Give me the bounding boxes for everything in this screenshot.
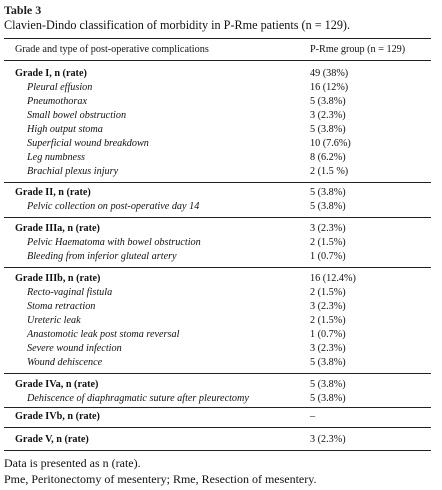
row-label: Grade IVb, n (rate) <box>15 411 100 422</box>
table-row <box>4 300 431 314</box>
row-value: 2 (1.5%) <box>310 315 346 326</box>
table-bottom-rule <box>4 450 431 451</box>
section-divider <box>4 373 431 374</box>
row-label: Pelvic collection on post-operative day 14 <box>27 201 200 212</box>
table-row <box>4 151 431 165</box>
section-divider <box>4 407 431 408</box>
row-label: Wound dehiscence <box>27 357 103 368</box>
table-row <box>4 165 431 179</box>
table-row <box>4 392 431 406</box>
table-row <box>4 123 431 137</box>
row-label: Stoma retraction <box>27 301 96 312</box>
section-divider <box>4 427 431 428</box>
row-value: 3 (2.3%) <box>310 110 346 121</box>
table-row <box>4 109 431 123</box>
section-divider <box>4 182 431 183</box>
table-row <box>4 200 431 214</box>
row-label: Grade II, n (rate) <box>15 187 91 198</box>
table-row-grade-i <box>4 67 431 81</box>
row-value: 2 (1.5%) <box>310 287 346 298</box>
table-caption: Clavien-Dindo classification of morbidity in P-Rme patients (n = 129). <box>4 18 351 32</box>
table-row <box>4 356 431 370</box>
header-rule <box>4 60 431 61</box>
table-row <box>4 137 431 151</box>
row-value: 5 (3.8%) <box>310 187 346 198</box>
table-row <box>4 328 431 342</box>
row-label: Pneumothorax <box>27 96 87 107</box>
row-label: Severe wound infection <box>27 343 122 354</box>
row-label: Grade V, n (rate) <box>15 434 89 445</box>
row-value: – <box>310 411 316 422</box>
row-value: 5 (3.8%) <box>310 124 346 135</box>
footnote-abbreviations: Pme, Peritonectomy of mesentery; Rme, Resection of mesentery. <box>4 472 317 486</box>
row-value: 3 (2.3%) <box>310 223 346 234</box>
table-row-grade-v <box>4 433 431 447</box>
table-row-grade-iva <box>4 378 431 392</box>
row-label: Leg numbness <box>27 152 86 163</box>
row-label: Pelvic Haematoma with bowel obstruction <box>27 237 201 248</box>
row-value: 5 (3.8%) <box>310 201 346 212</box>
table-number: Table 3 <box>4 3 42 17</box>
row-label: Recto-vaginal fistula <box>27 287 113 298</box>
header-complications: Grade and type of post-operative complications <box>15 44 209 55</box>
row-label: Grade I, n (rate) <box>15 68 87 79</box>
row-label: Small bowel obstruction <box>27 110 127 121</box>
row-value: 3 (2.3%) <box>310 434 346 445</box>
row-label: Grade IIIa, n (rate) <box>15 223 100 234</box>
row-value: 3 (2.3%) <box>310 301 346 312</box>
row-value: 10 (7.6%) <box>310 138 351 149</box>
row-label: Ureteric leak <box>27 315 81 326</box>
table-row-grade-iiia <box>4 222 431 236</box>
row-label: High output stoma <box>27 124 103 135</box>
table-row-grade-ivb <box>4 410 431 424</box>
row-value: 1 (0.7%) <box>310 329 346 340</box>
table-header <box>4 44 431 58</box>
footnote-data: Data is presented as n (rate). <box>4 456 141 470</box>
row-value: 16 (12.4%) <box>310 273 356 284</box>
table-row <box>4 95 431 109</box>
table-row <box>4 314 431 328</box>
table-row <box>4 250 431 264</box>
row-value: 2 (1.5 %) <box>310 166 349 177</box>
table-row <box>4 342 431 356</box>
row-label: Dehiscence of diaphragmatic suture after pleurectomy <box>27 393 249 404</box>
row-label: Brachial plexus injury <box>27 166 119 177</box>
table-row <box>4 81 431 95</box>
row-value: 3 (2.3%) <box>310 343 346 354</box>
row-value: 5 (3.8%) <box>310 96 346 107</box>
table-top-rule <box>4 38 431 39</box>
row-value: 8 (6.2%) <box>310 152 346 163</box>
row-label: Grade IVa, n (rate) <box>15 379 99 390</box>
row-label: Bleeding from inferior gluteal artery <box>27 251 177 262</box>
table-row <box>4 286 431 300</box>
row-value: 49 (38%) <box>310 68 349 79</box>
table-row <box>4 236 431 250</box>
row-value: 5 (3.8%) <box>310 357 346 368</box>
section-divider <box>4 217 431 218</box>
row-label: Pleural effusion <box>27 82 93 93</box>
row-label: Superficial wound breakdown <box>27 138 149 149</box>
section-divider <box>4 267 431 268</box>
row-label: Anastomotic leak post stoma reversal <box>27 329 180 340</box>
table-row-grade-ii <box>4 186 431 200</box>
row-value: 5 (3.8%) <box>310 393 346 404</box>
row-value: 16 (12%) <box>310 82 349 93</box>
row-value: 5 (3.8%) <box>310 379 346 390</box>
header-group: P-Rme group (n = 129) <box>310 44 406 55</box>
row-label: Grade IIIb, n (rate) <box>15 273 101 284</box>
table-row-grade-iiib <box>4 272 431 286</box>
row-value: 2 (1.5%) <box>310 237 346 248</box>
row-value: 1 (0.7%) <box>310 251 346 262</box>
